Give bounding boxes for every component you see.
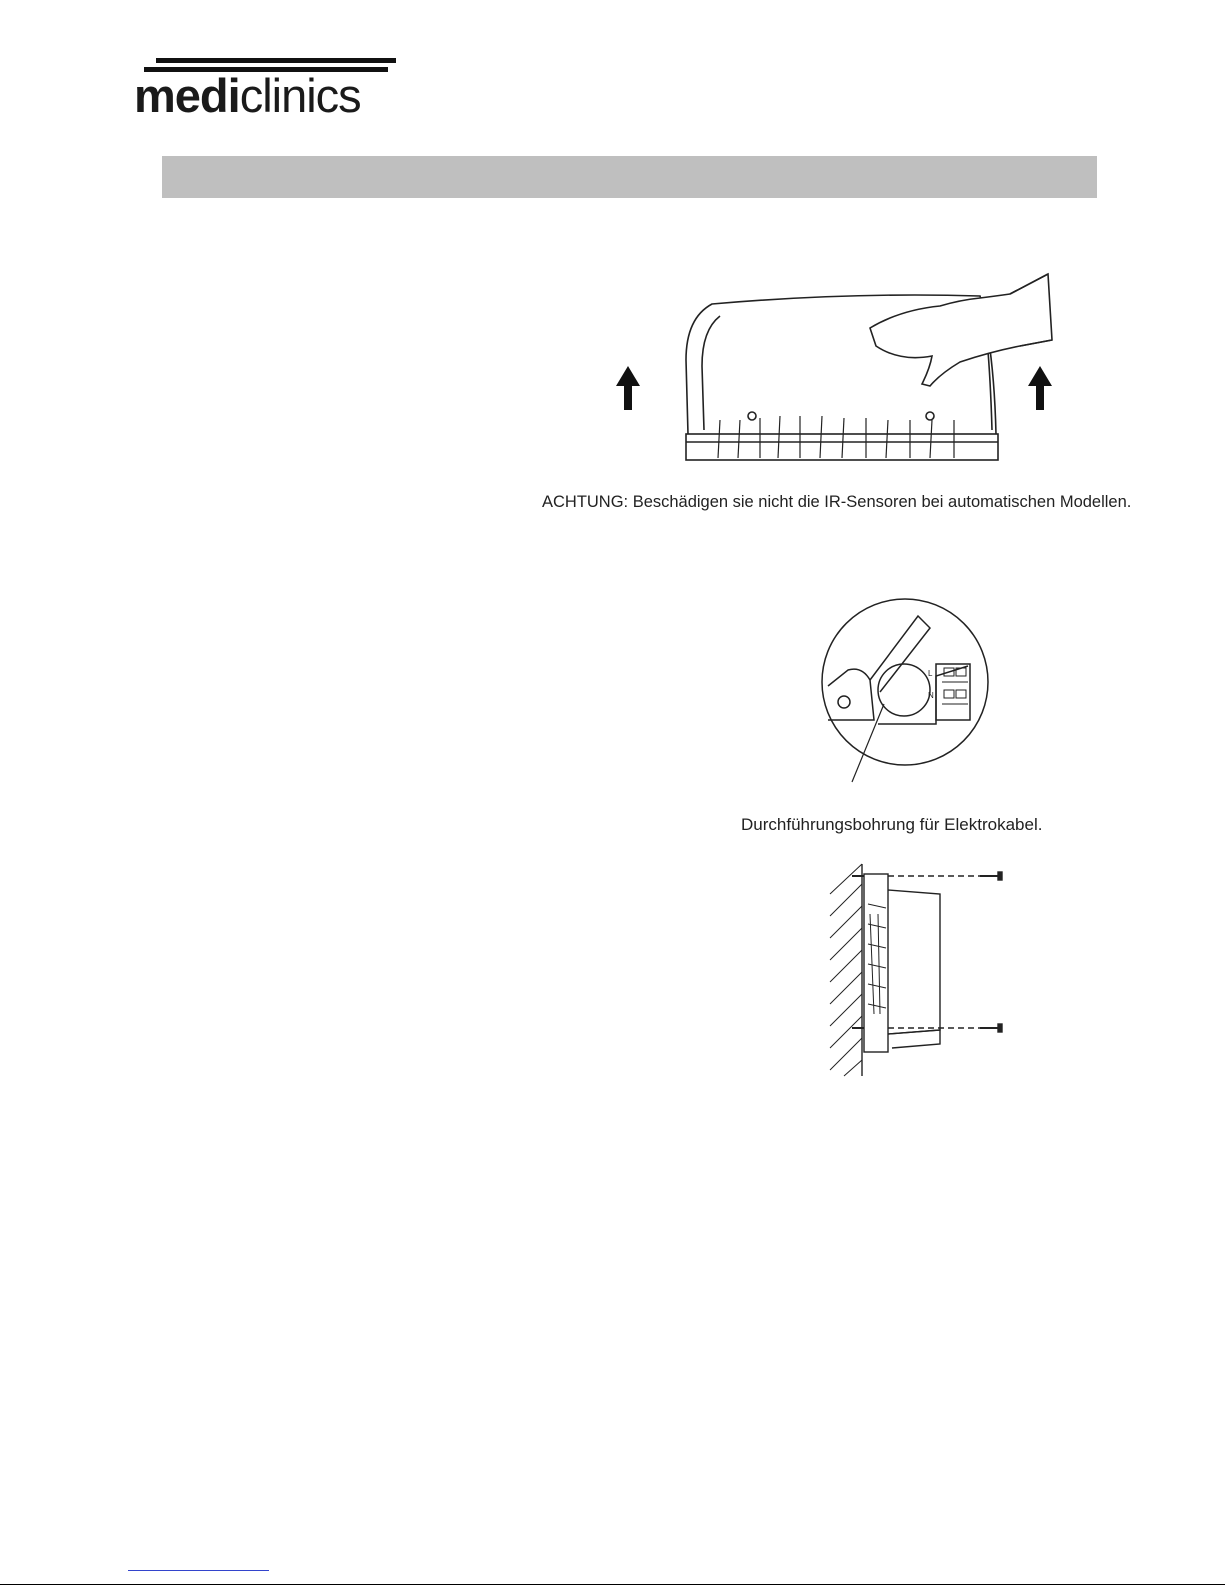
cover-lift-caption: ACHTUNG: Beschädigen sie nicht die IR-Sensoren bei automatischen Modellen. — [542, 492, 1132, 511]
screw-top-icon — [980, 872, 1002, 880]
cable-entry-caption: Durchführungsbohrung für Elektrokabel. — [741, 815, 1043, 834]
terminal-label-n: N — [928, 691, 934, 700]
logo-stripe-top — [156, 58, 396, 63]
medi-clinics-logo — [134, 58, 396, 132]
logo-wordmark: mediclinics — [134, 69, 361, 122]
wall-mount-illustration — [830, 864, 1010, 1076]
section-header-bar — [162, 156, 1097, 198]
lift-arrow-right-icon — [1028, 366, 1052, 410]
screw-bottom-icon — [980, 1024, 1002, 1032]
terminal-label-l: L — [928, 669, 933, 678]
lift-arrow-left-icon — [616, 366, 640, 410]
footer-link-underline[interactable] — [128, 1570, 269, 1571]
cover-lift-illustration — [600, 270, 1070, 470]
cable-entry-illustration — [818, 596, 992, 786]
